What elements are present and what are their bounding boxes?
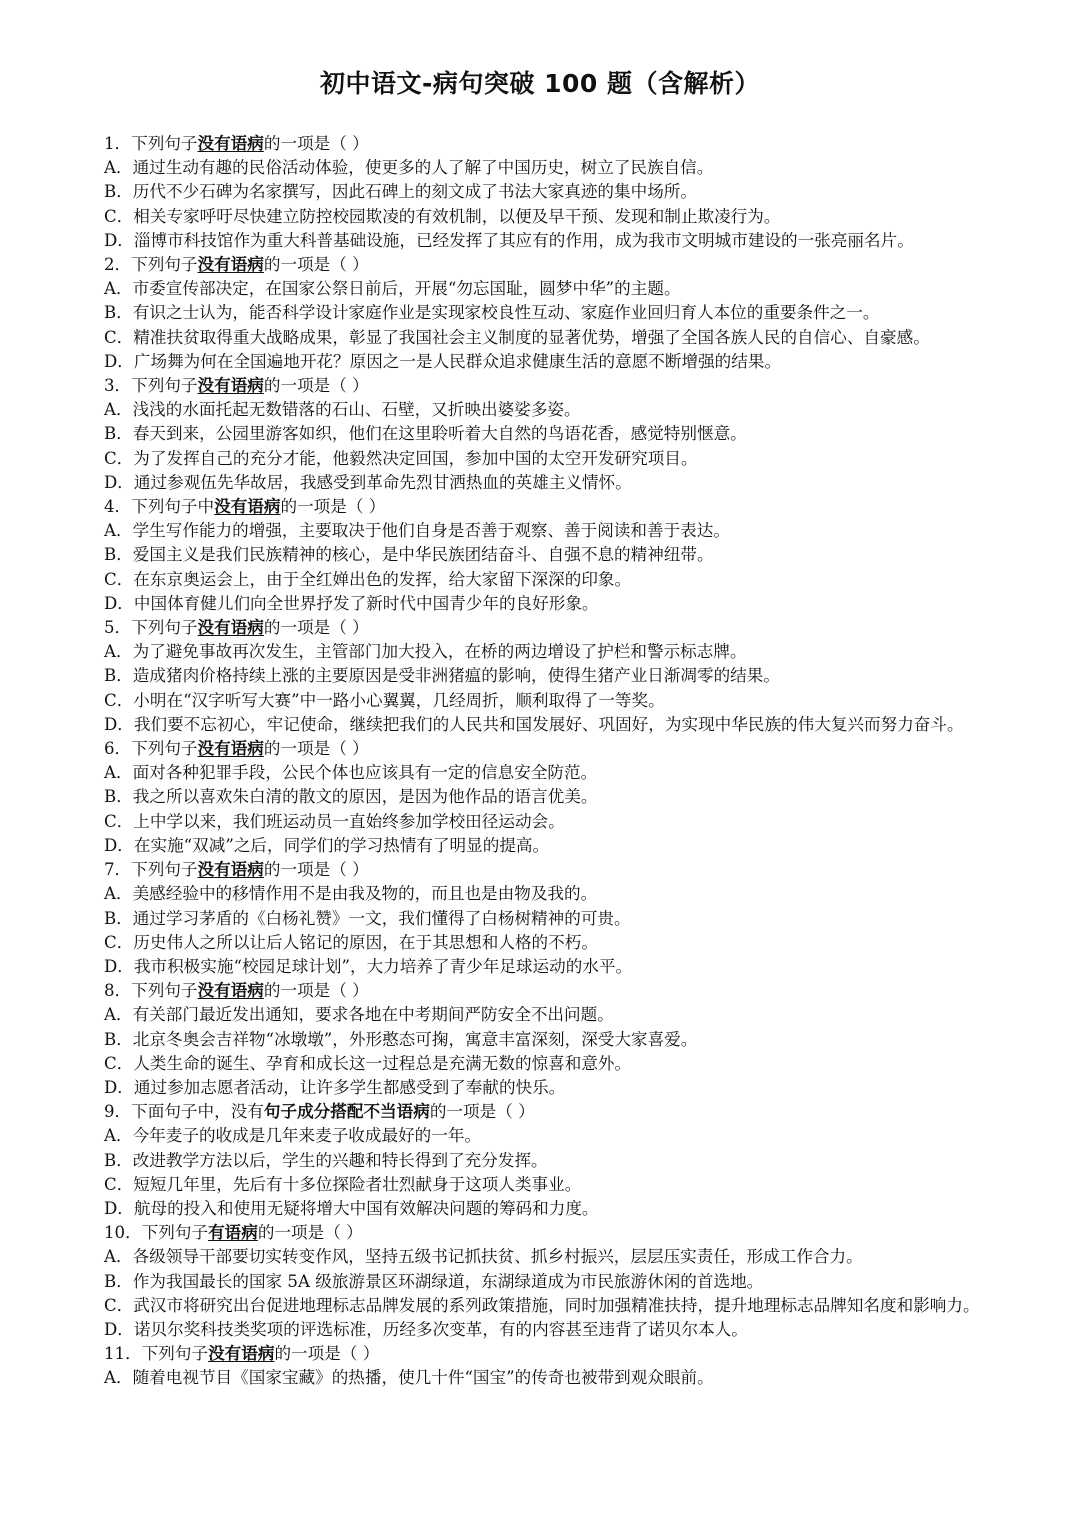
question-prefix: 1．下列句子	[104, 134, 198, 153]
question-keyword: 没有语病	[197, 739, 264, 759]
question-stem	[64, 858, 1024, 882]
option-c: C．武汉市将研究出台促进地理标志品牌发展的系列政策措施，同时加强精准扶持，提升地理标志品牌知名度和影响力。	[104, 1295, 980, 1315]
option-b: B．历代不少石碑为名家撰写，因此石碑上的刻文成了书法大家真迹的集中场所。	[104, 182, 697, 202]
option-c: C．上中学以来，我们班运动员一直始终参加学校田径运动会。	[104, 811, 565, 831]
option-d: D．淄博市科技馆作为重大科普基础设施，已经发挥了其应有的作用，成为我市文明城市建设的一张亮丽名片。	[104, 230, 914, 250]
question-suffix: 的一项是（ ）	[274, 1344, 380, 1364]
option-c: C．历史伟人之所以让后人铭记的原因，在于其思想和人格的不朽。	[104, 932, 598, 952]
question-suffix: 的一项是（ ）	[263, 134, 369, 153]
option-b: B．有识之士认为，能否科学设计家庭作业是实现家校良性互动、家庭作业回归育人本位的重要条件之一。	[104, 303, 880, 323]
question-keyword: 句子成分搭配不当语病	[263, 1102, 430, 1122]
option-b: B．我之所以喜欢朱白清的散文的原因，是因为他作品的语言优美。	[104, 787, 598, 807]
question-suffix: 的一项是（ ）	[263, 376, 369, 396]
option-d: D．我市积极实施“校园足球计划”，大力培养了青少年足球运动的水平。	[104, 956, 633, 976]
option-a: A．学生写作能力的增强，主要取决于他们自身是否善于观察、善于阅读和善于表达。	[104, 521, 730, 541]
question-keyword: 没有语病	[214, 497, 281, 517]
option-b: B．爱国主义是我们民族精神的核心，是中华民族团结奋斗、自强不息的精神纽带。	[104, 545, 714, 565]
option-d: D．通过参观伍先华故居，我感受到革命先烈甘洒热血的英雄主义情怀。	[104, 472, 632, 492]
option-b: B．造成猪肉价格持续上涨的主要原因是受非洲猪瘟的影响，使得生猪产业日渐凋零的结果。	[104, 666, 780, 686]
question-prefix: 9．下面句子中，没有	[104, 1102, 264, 1122]
option-a: A．通过生动有趣的民俗活动体验，使更多的人了解了中国历史，树立了民族自信。	[104, 158, 714, 178]
question-prefix: 10．下列句子	[104, 1223, 209, 1243]
option-d: D．通过参加志愿者活动，让许多学生都感受到了奉献的快乐。	[104, 1077, 566, 1097]
option-d: D．中国体育健儿们向全世界抒发了新时代中国青少年的良好形象。	[104, 593, 599, 613]
question-suffix: 的一项是（ ）	[263, 618, 369, 638]
question-stem	[64, 737, 1024, 761]
question-keyword: 没有语病	[197, 618, 264, 638]
option-a: A．市委宣传部决定，在国家公祭日前后，开展“勿忘国耻，圆梦中华”的主题。	[104, 279, 681, 299]
question-suffix: 的一项是（ ）	[257, 1223, 363, 1243]
question-keyword: 没有语病	[208, 1344, 275, 1364]
option-c: C．短短几年里，先后有十多位探险者壮烈献身于这项人类事业。	[104, 1174, 582, 1194]
question-suffix: 的一项是（ ）	[280, 497, 386, 517]
option-d: D．航母的投入和使用无疑将增大中国有效解决问题的筹码和力度。	[104, 1198, 599, 1218]
question-prefix: 11．下列句子	[104, 1344, 209, 1364]
option-c: C．为了发挥自己的充分才能，他毅然决定回国，参加中国的太空开发研究项目。	[104, 448, 698, 468]
question-suffix: 的一项是（ ）	[429, 1102, 535, 1122]
question-suffix: 的一项是（ ）	[263, 981, 369, 1001]
option-d: D．广场舞为何在全国遍地开花？原因之一是人民群众追求健康生活的意愿不断增强的结果。	[104, 351, 782, 371]
option-c: C．精准扶贫取得重大战略成果，彰显了我国社会主义制度的显著优势，增强了全国各族人民的自信心、自豪感。	[104, 327, 930, 347]
question-prefix: 8．下列句子	[104, 981, 198, 1001]
question-stem	[64, 979, 1024, 1003]
option-a: A．各级领导干部要切实转变作风，坚持五级书记抓扶贫、抓乡村振兴，层层压实责任，形成工作合力。	[104, 1247, 863, 1267]
option-a: A．随着电视节目《国家宝藏》的热播，使几十件“国宝”的传奇也被带到观众眼前。	[104, 1368, 714, 1388]
option-b: B．通过学习茅盾的《白杨礼赞》一文，我们懂得了白杨树精神的可贵。	[104, 908, 631, 928]
question-prefix: 6．下列句子	[104, 739, 198, 759]
option-a: A．浅浅的水面托起无数错落的石山、石壁，又折映出婆娑多姿。	[104, 400, 581, 420]
option-d: D．在实施“双减”之后，同学们的学习热情有了明显的提高。	[104, 835, 550, 855]
option-b: B．作为我国最长的国家 5A 级旅游景区环湖绿道，东湖绿道成为市民旅游休闲的首选地。	[104, 1271, 764, 1291]
option-c: C．人类生命的诞生、孕育和成长这一过程总是充满无数的惊喜和意外。	[104, 1053, 632, 1073]
question-keyword: 没有语病	[197, 255, 264, 275]
question-prefix: 5．下列句子	[104, 618, 198, 638]
question-suffix: 的一项是（ ）	[263, 255, 369, 275]
option-d: D．我们要不忘初心，牢记使命，继续把我们的人民共和国发展好、巩固好，为实现中华民族的伟大复兴而努力奋斗。	[104, 714, 964, 734]
question-prefix: 2．下列句子	[104, 255, 198, 275]
question-keyword: 有语病	[208, 1223, 258, 1243]
option-d: D．诺贝尔奖科技类奖项的评选标准，历经多次变革，有的内容甚至违背了诺贝尔本人。	[104, 1319, 748, 1339]
option-b: B．北京冬奥会吉祥物“冰墩墩”，外形憨态可掬，寓意丰富深刻，深受大家喜爱。	[104, 1029, 698, 1049]
option-a: A．有关部门最近发出通知，要求各地在中考期间严防安全不出问题。	[104, 1005, 614, 1025]
document-title: 初中语文-病句突破 100 题（含解析）	[320, 69, 760, 98]
option-b: B．改进教学方法以后，学生的兴趣和特长得到了充分发挥。	[104, 1150, 548, 1170]
question-stem	[64, 374, 1024, 398]
question-prefix: 3．下列句子	[104, 376, 198, 396]
option-c: C．小明在“汉字听写大赛”中一路小心翼翼，几经周折，顺利取得了一等奖。	[104, 690, 665, 710]
question-keyword: 没有语病	[197, 860, 264, 880]
question-stem	[64, 1342, 1024, 1366]
question-stem	[64, 1100, 1024, 1124]
question-prefix: 7．下列句子	[104, 860, 198, 880]
question-stem	[64, 616, 1024, 640]
question-list	[64, 132, 1024, 1391]
question-stem	[64, 1221, 1024, 1245]
question-keyword: 没有语病	[197, 376, 264, 396]
option-c: C．在东京奥运会上，由于全红婵出色的发挥，给大家留下深深的印象。	[104, 569, 632, 589]
question-keyword: 没有语病	[197, 981, 264, 1001]
option-a: A．美感经验中的移情作用不是由我及物的，而且也是由物及我的。	[104, 884, 598, 904]
option-c: C．相关专家呼吁尽快建立防控校园欺凌的有效机制，以便及早干预、发现和制止欺凌行为。	[104, 206, 781, 226]
question-stem	[64, 253, 1024, 277]
question-keyword: 没有语病	[197, 134, 264, 153]
option-a: A．今年麦子的收成是几年来麦子收成最好的一年。	[104, 1126, 482, 1146]
question-stem	[64, 495, 1024, 519]
option-b: B．春天到来，公园里游客如织，他们在这里聆听着大自然的鸟语花香，感觉特别惬意。	[104, 424, 747, 444]
option-a: A．为了避免事故再次发生，主管部门加大投入，在桥的两边增设了护栏和警示标志牌。	[104, 642, 747, 662]
question-suffix: 的一项是（ ）	[263, 860, 369, 880]
question-stem	[64, 132, 1024, 156]
option-a: A．面对各种犯罪手段，公民个体也应该具有一定的信息安全防范。	[104, 763, 598, 783]
question-prefix: 4．下列句子中	[104, 497, 215, 517]
question-suffix: 的一项是（ ）	[263, 739, 369, 759]
